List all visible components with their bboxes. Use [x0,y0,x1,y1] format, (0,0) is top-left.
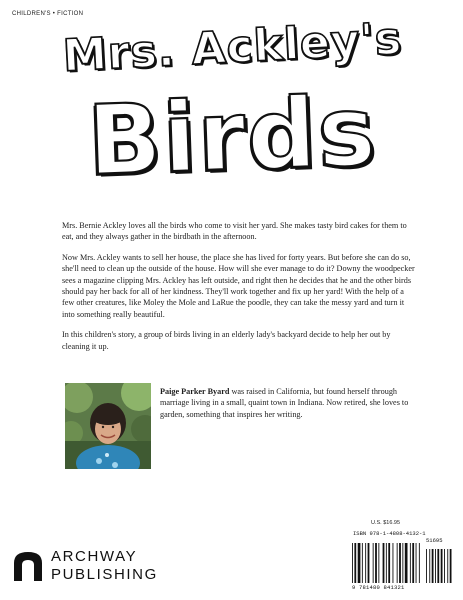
author-name: Paige Parker Byard [160,387,230,396]
isbn-label: ISBN 978-1-4808-4132-1 [353,530,426,537]
isbn-addon-code: 51695 [426,537,443,544]
title-line-2: Birds [85,74,380,198]
publisher-name-line-1: ARCHWAY [51,548,138,565]
description-paragraph-1: Mrs. Bernie Ackley loves all the birds who come to visit her yard. She makes tasty bird cakes for them to eat, and they always gather in the birdbath in the afternoon. [62,221,407,242]
author-bio [160,386,422,420]
barcode-bars [350,543,452,584]
author-photo [65,383,151,469]
book-description [62,220,416,361]
publisher-name-line-2: PUBLISHING [51,566,158,583]
isbn-barcode [350,530,452,592]
title-line-1: Mrs. Ackley's [61,13,404,82]
price-label: U.S. $16.95 [371,520,401,526]
category-label: CHILDREN'S • FICTION [12,11,84,17]
archway-logo-icon [11,549,45,583]
author-bio-text: was raised in California, but found herself through marriage living in a small, quaint town in Indiana. Now retired, she loves to garden, something that inspires her writing. [160,387,409,419]
description-paragraph-3: In this children's story, a group of birds living in an elderly lady's backyard decide to help her out by cleaning it up. [62,330,391,351]
publisher-logo [11,547,161,585]
barcode-digits: 9 781480 841321 [352,584,405,591]
description-paragraph-2: Now Mrs. Ackley wants to sell her house, the place she has lived for forty years. But before she can do so, she'll need to clean up the outside of the house. How will she ever manage to do it? Downy the woodpecker sees a magazine clipping Mrs. Ackley has left outside, and right then he decides that he and the other birds should pay her back for all of her kindness. They'll work together and fix up her yard! With the help of a few other creatures, like Moley the Mole and LaRue the poodle, they can take the messy yard and turn it into something really beautiful. [62,252,415,319]
